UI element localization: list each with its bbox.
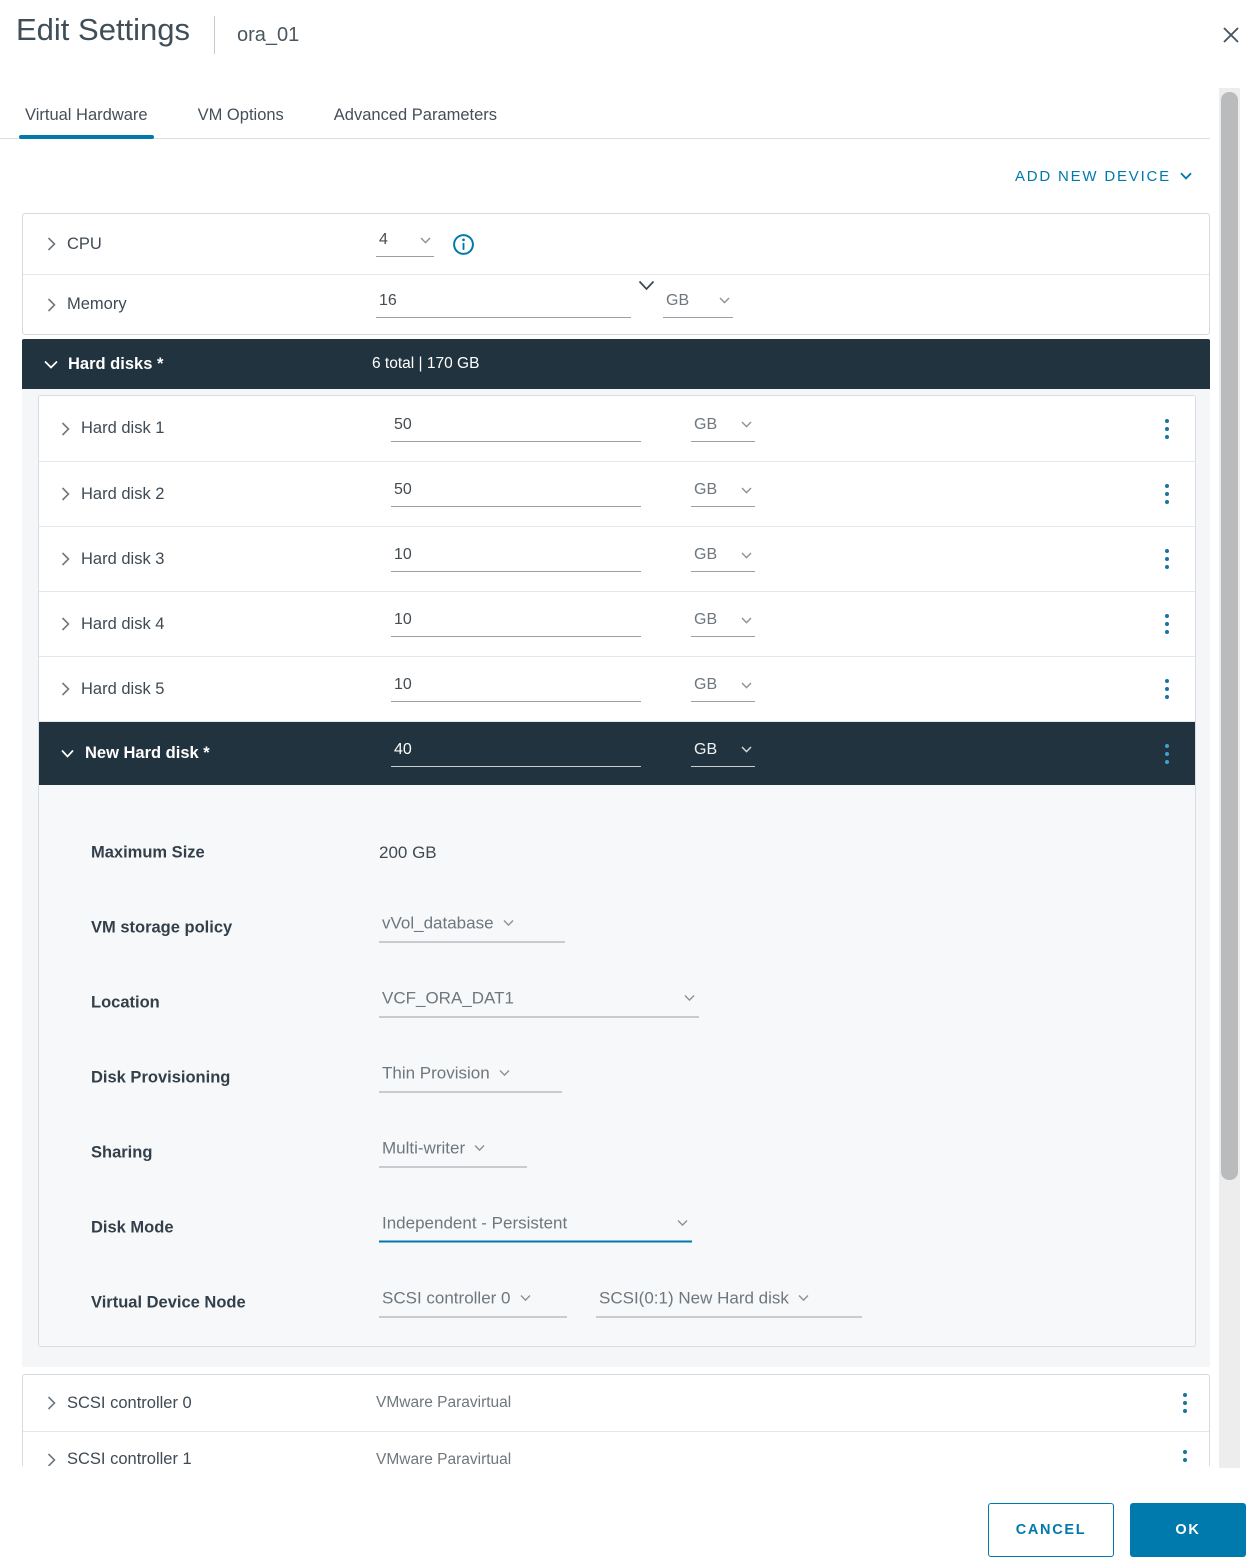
new-hard-disk-unit-select[interactable] bbox=[691, 741, 755, 767]
tab-vm-options[interactable]: VM Options bbox=[197, 106, 284, 124]
memory-label: Memory bbox=[67, 295, 127, 313]
new-hard-disk-row bbox=[39, 721, 1195, 785]
tab-virtual-hardware[interactable]: Virtual Hardware bbox=[19, 106, 154, 138]
chevron-right-icon[interactable] bbox=[61, 422, 70, 436]
chevron-right-icon[interactable] bbox=[61, 682, 70, 696]
new-hard-disk-unit-value: GB bbox=[694, 740, 718, 758]
sharing-select[interactable] bbox=[379, 1138, 527, 1167]
cpu-memory-card bbox=[22, 213, 1210, 335]
kebab-menu-icon[interactable] bbox=[1159, 739, 1175, 769]
caret-down-icon bbox=[520, 1295, 531, 1302]
sharing-value: Multi-writer bbox=[382, 1138, 466, 1157]
hard-disk-label: Hard disk 5 bbox=[81, 679, 165, 698]
caret-down-icon bbox=[798, 1295, 809, 1302]
caret-down-icon bbox=[741, 617, 752, 624]
hard-disk-label: Hard disk 1 bbox=[81, 419, 165, 437]
chevron-down-icon bbox=[44, 360, 58, 369]
hard-disk-label: Hard disk 3 bbox=[81, 549, 165, 568]
memory-combobox-caret-icon[interactable] bbox=[638, 280, 655, 291]
hard-disk-row bbox=[39, 526, 1195, 591]
tab-advanced-parameters[interactable]: Advanced Parameters bbox=[333, 106, 498, 124]
cpu-row bbox=[23, 214, 1209, 274]
dialog-header bbox=[0, 0, 1260, 72]
hard-disk-unit-value: GB bbox=[694, 415, 718, 433]
virtual-device-node-slot-select[interactable] bbox=[596, 1288, 862, 1317]
vm-name: ora_01 bbox=[237, 24, 300, 46]
maximum-size-value: 200 GB bbox=[379, 842, 437, 862]
hard-disk-unit-value: GB bbox=[694, 481, 718, 498]
hard-disks-summary: 6 total | 170 GB bbox=[372, 355, 480, 372]
virtual-device-node-field bbox=[39, 1265, 1195, 1340]
kebab-menu-icon[interactable] bbox=[1177, 1388, 1193, 1418]
hard-disk-unit-value: GB bbox=[694, 546, 718, 563]
location-label: Location bbox=[91, 993, 160, 1011]
memory-unit-value: GB bbox=[666, 291, 690, 309]
scsi-controller-row bbox=[23, 1431, 1209, 1466]
scsi-controller-type: VMware Paravirtual bbox=[376, 1394, 512, 1411]
memory-unit-select[interactable] bbox=[663, 292, 733, 318]
hard-disk-label: Hard disk 4 bbox=[81, 614, 165, 633]
disk-mode-select[interactable] bbox=[379, 1213, 692, 1242]
caret-down-icon bbox=[499, 1070, 510, 1077]
new-hard-disk-label: New Hard disk * bbox=[85, 744, 210, 762]
hard-disk-unit-select[interactable] bbox=[691, 416, 755, 442]
hard-disk-size-input[interactable] bbox=[391, 546, 641, 572]
cpu-count-select[interactable] bbox=[376, 231, 434, 257]
hard-disk-row bbox=[39, 396, 1195, 461]
ok-button[interactable]: OK bbox=[1130, 1503, 1246, 1557]
hard-disk-unit-select[interactable] bbox=[691, 611, 755, 637]
hard-disk-size-input[interactable] bbox=[391, 676, 641, 702]
vm-storage-policy-value: vVol_database bbox=[382, 913, 494, 932]
hard-disk-row bbox=[39, 656, 1195, 721]
cancel-button[interactable]: CANCEL bbox=[988, 1503, 1114, 1557]
hard-disk-size-input[interactable] bbox=[391, 416, 641, 442]
location-select[interactable] bbox=[379, 988, 699, 1017]
hard-disks-group-label: Hard disks * bbox=[68, 354, 164, 373]
scrollbar-track[interactable] bbox=[1219, 88, 1240, 1468]
caret-down-icon bbox=[719, 297, 730, 304]
disk-mode-value: Independent - Persistent bbox=[382, 1213, 568, 1232]
scsi-controller-row bbox=[23, 1375, 1209, 1431]
virtual-device-node-controller-value: SCSI controller 0 bbox=[382, 1288, 511, 1307]
location-value: VCF_ORA_DAT1 bbox=[382, 988, 514, 1007]
caret-down-icon bbox=[503, 920, 514, 927]
disk-provisioning-field bbox=[39, 1040, 1195, 1115]
scsi-controller-label: SCSI controller 0 bbox=[67, 1393, 192, 1412]
page-title: Edit Settings bbox=[16, 12, 191, 47]
scsi-controller-type: VMware Paravirtual bbox=[376, 1450, 512, 1466]
chevron-right-icon[interactable] bbox=[47, 1396, 56, 1410]
chevron-down-icon[interactable] bbox=[61, 749, 74, 758]
scsi-controller-label: SCSI controller 1 bbox=[67, 1450, 192, 1466]
kebab-menu-icon[interactable] bbox=[1159, 609, 1175, 639]
caret-down-icon bbox=[741, 552, 752, 559]
caret-down-icon bbox=[684, 995, 695, 1002]
caret-down-icon bbox=[741, 487, 752, 494]
chevron-down-icon bbox=[1180, 172, 1192, 180]
vm-storage-policy-field bbox=[39, 890, 1195, 965]
hard-disks-group-header[interactable] bbox=[22, 339, 1210, 389]
cpu-info-icon[interactable] bbox=[452, 233, 475, 256]
cpu-count-value: 4 bbox=[379, 231, 388, 248]
maximum-size-field bbox=[39, 815, 1195, 890]
caret-down-icon bbox=[741, 682, 752, 689]
cpu-label: CPU bbox=[67, 234, 102, 253]
disk-mode-field bbox=[39, 1190, 1195, 1265]
add-new-device-label: ADD NEW DEVICE bbox=[1014, 167, 1171, 185]
location-field bbox=[39, 965, 1195, 1040]
sharing-field bbox=[39, 1115, 1195, 1190]
caret-down-icon bbox=[420, 237, 431, 244]
disk-mode-label: Disk Mode bbox=[91, 1218, 174, 1236]
chevron-right-icon[interactable] bbox=[47, 298, 56, 312]
kebab-menu-icon[interactable] bbox=[1159, 674, 1175, 704]
disk-provisioning-label: Disk Provisioning bbox=[91, 1068, 231, 1086]
virtual-device-node-label: Virtual Device Node bbox=[91, 1293, 246, 1311]
memory-size-input[interactable] bbox=[376, 292, 631, 318]
scsi-controllers-section bbox=[22, 1374, 1210, 1466]
disk-provisioning-select[interactable] bbox=[379, 1063, 562, 1092]
sharing-label: Sharing bbox=[91, 1143, 153, 1161]
kebab-menu-icon[interactable] bbox=[1159, 479, 1175, 509]
hard-disk-size-input[interactable] bbox=[391, 611, 641, 637]
memory-row bbox=[23, 274, 1209, 334]
chevron-right-icon[interactable] bbox=[47, 237, 56, 251]
virtual-device-node-slot-value: SCSI(0:1) New Hard disk bbox=[599, 1288, 789, 1307]
tab-bar bbox=[0, 106, 1210, 139]
vm-storage-policy-label: VM storage policy bbox=[91, 918, 233, 936]
chevron-right-icon[interactable] bbox=[61, 487, 70, 501]
caret-down-icon bbox=[741, 421, 752, 428]
new-hard-disk-details bbox=[39, 785, 1195, 1346]
disk-provisioning-value: Thin Provision bbox=[382, 1063, 490, 1082]
add-new-device-button[interactable] bbox=[1015, 168, 1192, 185]
vm-storage-policy-select[interactable] bbox=[379, 913, 565, 942]
chevron-right-icon[interactable] bbox=[47, 1453, 56, 1467]
scrollbar-thumb[interactable] bbox=[1221, 92, 1238, 1180]
title-divider bbox=[214, 16, 215, 54]
hard-disk-size-input[interactable] bbox=[391, 481, 641, 507]
caret-down-icon bbox=[677, 1220, 688, 1227]
new-hard-disk-size-input[interactable] bbox=[391, 741, 641, 767]
chevron-right-icon[interactable] bbox=[61, 552, 70, 566]
virtual-device-node-controller-select[interactable] bbox=[379, 1288, 567, 1317]
caret-down-icon bbox=[741, 746, 752, 753]
kebab-menu-icon[interactable] bbox=[1177, 1445, 1193, 1467]
hard-disk-row bbox=[39, 461, 1195, 526]
hard-disk-unit-select[interactable] bbox=[691, 481, 755, 507]
hard-disk-row bbox=[39, 591, 1195, 656]
maximum-size-label: Maximum Size bbox=[91, 843, 205, 861]
caret-down-icon bbox=[474, 1145, 485, 1152]
hard-disk-unit-select[interactable] bbox=[691, 546, 755, 572]
hard-disk-unit-value: GB bbox=[694, 676, 718, 693]
chevron-right-icon[interactable] bbox=[61, 617, 70, 631]
hard-disk-unit-select[interactable] bbox=[691, 676, 755, 702]
hard-disk-label: Hard disk 2 bbox=[81, 484, 165, 503]
hard-disk-unit-value: GB bbox=[694, 611, 718, 628]
kebab-menu-icon[interactable] bbox=[1159, 544, 1175, 574]
hard-disks-group-body bbox=[22, 389, 1210, 1367]
kebab-menu-icon[interactable] bbox=[1159, 414, 1175, 444]
close-icon[interactable] bbox=[1218, 22, 1244, 48]
